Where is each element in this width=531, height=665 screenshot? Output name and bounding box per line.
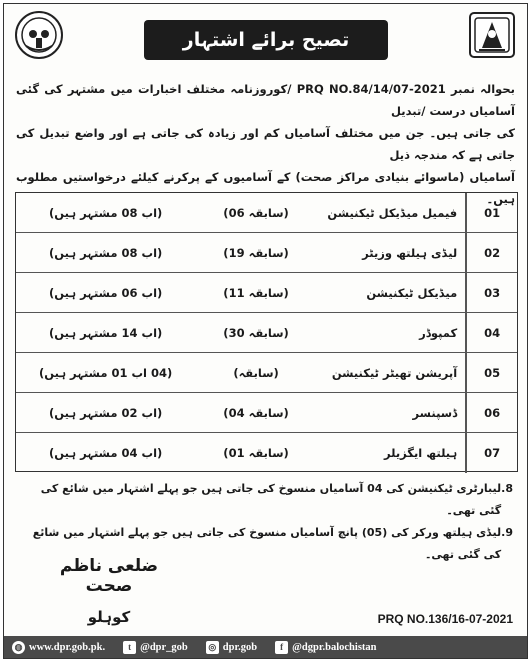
globe-icon: ◍: [12, 641, 25, 654]
row-number: 03: [466, 273, 517, 312]
note-separator: .: [501, 526, 506, 539]
facebook-link[interactable]: [275, 641, 376, 654]
previous-count: (سابقہ 11): [223, 285, 289, 300]
note-text: لیبارٹری ٹیکنیشن کی 04 آسامیاں منسوخ کی جاتی ہیں جو پہلے اشتہار میں شائع کی گئی تھی۔: [40, 482, 502, 517]
row-number: 04: [466, 313, 517, 352]
balochistan-seal-icon: [467, 10, 517, 60]
now-count: (اب 08 مشتہر ہیں): [49, 245, 163, 260]
previous-count: (سابقہ 04): [223, 405, 289, 420]
intro-line: کی جاتی ہیں۔ جن میں مختلف آسامیاں کم اور زیادہ کی جاتی ہے اور واضع تبدیل کی جاتی ہے کہ مندجہ ذیل: [16, 126, 515, 162]
previous-count: (سابقہ 30): [223, 325, 289, 340]
footer-bar: [4, 636, 527, 658]
now-count: (اب 02 مشتہر ہیں): [49, 405, 163, 420]
header: [4, 4, 527, 70]
post-name: کمپوڈر: [317, 313, 466, 352]
now-count: (04 اب 01 مشتہر ہیں): [39, 365, 173, 380]
signature-title: ضلعی ناظم صحت: [59, 556, 159, 596]
health-emblem-icon: [14, 10, 64, 60]
note-separator: .: [501, 482, 506, 495]
twitter-text: @dpr_gob: [140, 641, 188, 653]
table-row: [16, 273, 517, 313]
table-row: [16, 233, 517, 273]
post-name: ہیلتھ ایگزیلر: [317, 433, 466, 473]
post-name: میڈیکل ٹیکنیشن: [317, 273, 466, 312]
table-row: [16, 433, 517, 473]
signature-place: کوہلو: [87, 608, 131, 626]
prq-number: PRQ NO.136/16-07-2021: [377, 612, 513, 626]
row-number: 06: [466, 393, 517, 432]
note-number: 9: [505, 526, 513, 539]
previous-count: (سابقہ 06): [223, 205, 289, 220]
table-row: [16, 353, 517, 393]
note-item: [18, 478, 513, 522]
row-number: 07: [466, 433, 517, 473]
previous-count: (سابقہ 19): [223, 245, 289, 260]
row-number: 01: [466, 193, 517, 232]
previous-count: (سابقہ): [233, 365, 279, 380]
row-number: 05: [466, 353, 517, 392]
table-row: [16, 193, 517, 233]
note-text: لیڈی ہیلتھ ورکر کی (05) پانچ آسامیاں منسوخ کی جاتی ہیں جو پہلے اشتہار میں شائع کی گئی تھی۔: [32, 526, 502, 561]
facebook-icon: f: [275, 641, 288, 654]
post-name: فیمیل میڈیکل ٹیکنیشن: [317, 193, 466, 232]
website-text: www.dpr.gob.pk.: [29, 641, 106, 653]
instagram-icon: ◎: [206, 641, 219, 654]
intro-line: آسامیاں (ماسوائے بنیادی مراکز صحت) کے آسامیوں کے پرکرنے کیلئے درخواستیں مطلوب ہیں۔: [16, 170, 515, 206]
facebook-text: @dgpr.balochistan: [292, 641, 377, 653]
table-row: [16, 393, 517, 433]
post-name: لیڈی ہیلتھ وزیٹر: [317, 233, 466, 272]
now-count: (اب 06 مشتہر ہیں): [49, 285, 163, 300]
row-number: 02: [466, 233, 517, 272]
twitter-icon: t: [123, 641, 136, 654]
intro-line: بحوالہ نمبر PRQ NO.84/14/07-2021 /کوروزنامہ مختلف اخبارات میں مشتہر کی گئی آسامیاں درست /تبدیل: [16, 82, 515, 118]
previous-count: (سابقہ 01): [223, 446, 289, 460]
now-count: (اب 14 مشتہر ہیں): [49, 325, 163, 340]
intro-paragraph: [16, 78, 515, 210]
post-name: آپریشن تھیٹر ٹیکنیشن: [317, 353, 466, 392]
website-link[interactable]: [12, 641, 105, 654]
notes: [18, 478, 513, 566]
table-row: [16, 313, 517, 353]
note-number: 8: [505, 482, 513, 495]
now-count: (اب 04 مشتہر ہیں): [49, 446, 163, 460]
page-title: تصیح برائے اشتہار: [144, 20, 388, 60]
now-count: (اب 08 مشتہر ہیں): [49, 205, 163, 220]
signature-block: [44, 556, 174, 626]
post-name: ڈسپنسر: [317, 393, 466, 432]
posts-table: [15, 192, 518, 472]
instagram-text: dpr.gob: [222, 641, 258, 653]
advertisement-page: [3, 3, 528, 659]
twitter-link[interactable]: [123, 641, 188, 654]
instagram-link[interactable]: [206, 641, 257, 654]
